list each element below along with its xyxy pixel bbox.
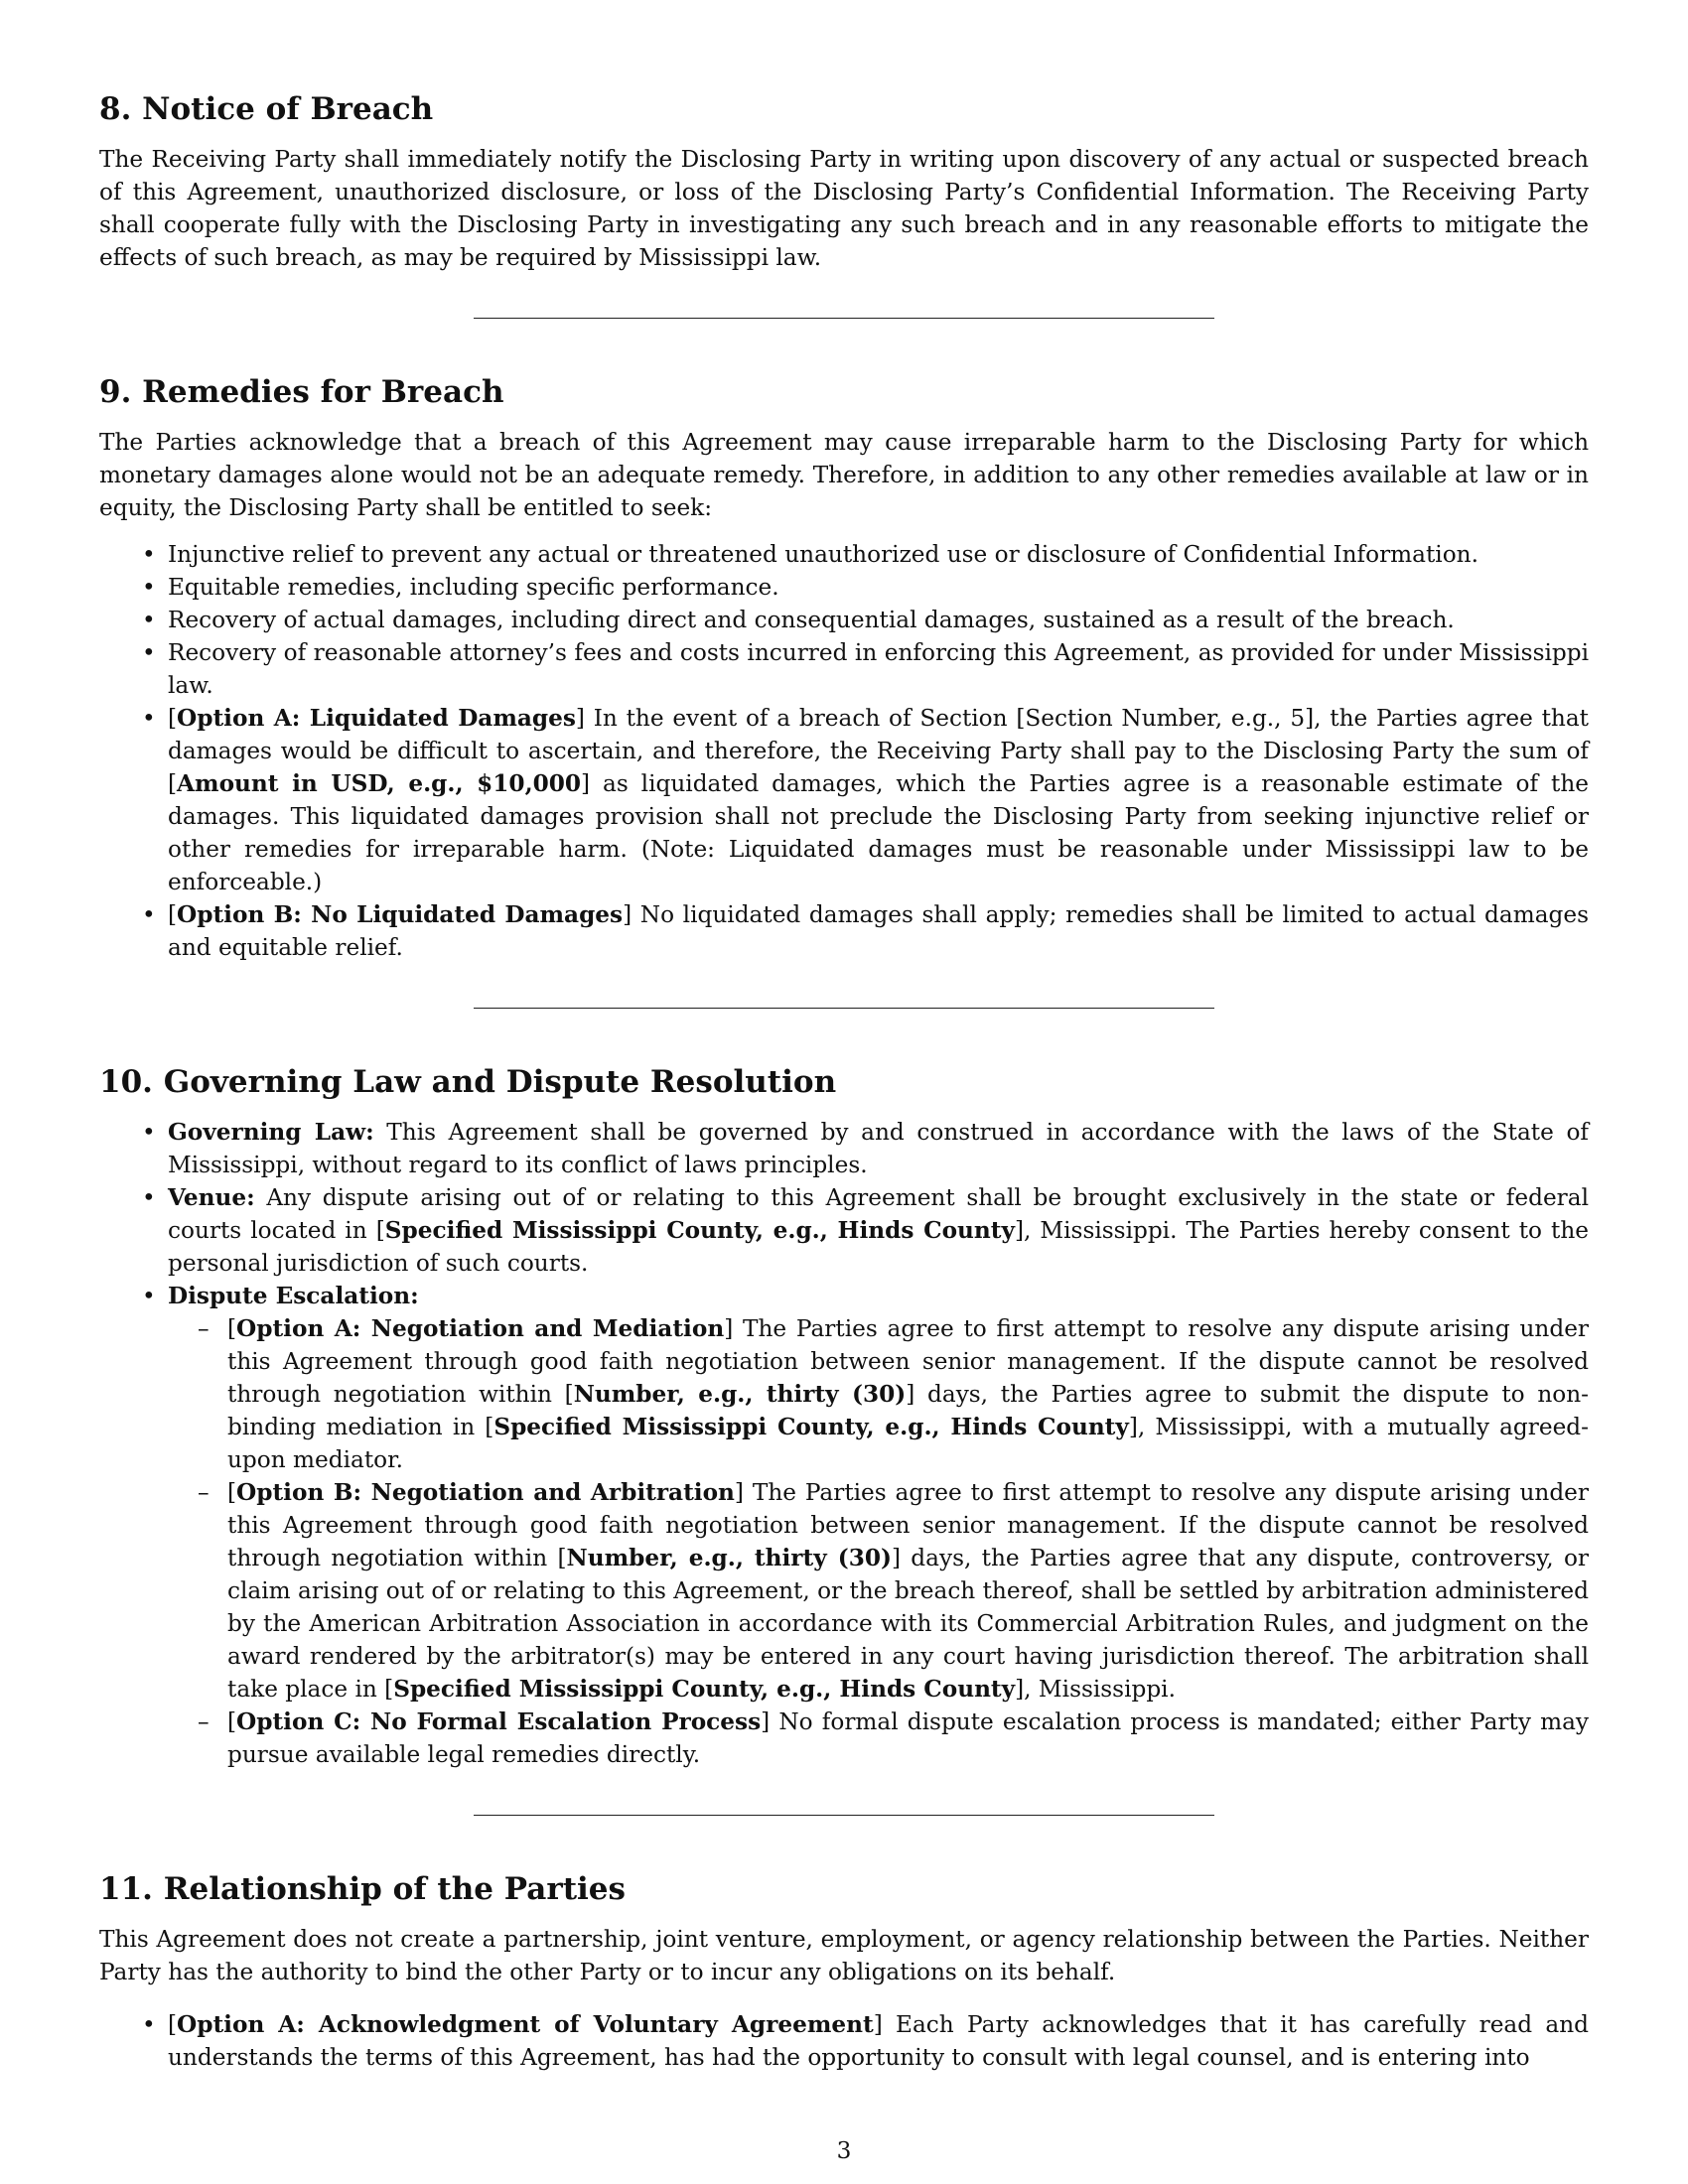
- section-paragraph: This Agreement does not create a partnership, joint venture, employment, or agency relationship between the Parties. Neither Party has the authority to bind the other Party or to incur any obligations on its behalf.: [99, 1926, 1589, 1985]
- list-item-dispute-escalation: [99, 1280, 1589, 1771]
- option-label: Option B: Negotiation and Arbitration: [236, 1479, 735, 1506]
- option-label: Option A: Acknowledgment of Voluntary Agreement: [177, 2011, 874, 2038]
- remedies-list: [99, 538, 1589, 964]
- option-text: days, the Parties agree that any dispute, controversy, or claim arising out of or relating to this Agreement, or the breach thereof, shall be settled by arbitration administered by the American Arbitration Association in accordance with its Commercial Arbitration Rules, and judgment on the award rendered by the arbitrator(s) may be entered in any court having jurisdiction thereof. The arbitration shall take place in: [227, 1545, 1589, 1703]
- section-remedies-for-breach: [99, 372, 1589, 964]
- section-heading: 10. Governing Law and Dispute Resolution: [99, 1064, 837, 1100]
- option-label: Option B: No Liquidated Damages: [177, 901, 624, 928]
- item-text: This Agreement shall be governed by and construed in accordance with the laws of the State of Mississippi, without regard to its conflict of laws principles.: [168, 1119, 1590, 1178]
- sublist-item-option-c: – [Option C: No Formal Escalation Process] No formal dispute escalation process is mandated; either Party may pursue available legal remedies directly.: [168, 1706, 1589, 1771]
- placeholder-number: Number, e.g., thirty (30): [566, 1545, 892, 1571]
- placeholder-county: Specified Mississippi County, e.g., Hinds County: [384, 1217, 1015, 1244]
- item-label: Venue:: [168, 1184, 255, 1211]
- section-divider: [474, 318, 1214, 319]
- option-text: The Parties agree to first attempt to resolve any dispute arising under this Agreement through good faith negotiation between senior management. If the dispute cannot be resolved through negotiation within: [227, 1479, 1589, 1571]
- placeholder-number: Number, e.g., thirty (30): [573, 1381, 907, 1408]
- governing-law-list: [99, 1116, 1589, 1771]
- placeholder-county: Specified Mississippi County, e.g., Hinds County: [393, 1676, 1016, 1703]
- placeholder-amount: Amount in USD, e.g., $10,000: [177, 770, 582, 797]
- section-heading: 9. Remedies for Breach: [99, 374, 504, 410]
- list-item: • Recovery of actual damages, including direct and consequential damages, sustained as a result of the breach.: [99, 604, 1589, 636]
- section-relationship-of-parties: [99, 1869, 1589, 2074]
- option-label: Option A: Negotiation and Mediation: [236, 1315, 725, 1342]
- list-item: • Injunctive relief to prevent any actual or threatened unauthorized use or disclosure of Confidential Information.: [99, 538, 1589, 571]
- list-item-option-b: • [Option B: No Liquidated Damages] No liquidated damages shall apply; remedies shall be limited to actual damages and equitable relief.: [99, 898, 1589, 964]
- section-notice-of-breach: [99, 89, 1589, 274]
- section-divider: [474, 1008, 1214, 1009]
- option-text: as liquidated damages, which the Parties agree is a reasonable estimate of the damages. This liquidated damages provision shall not preclude the Disclosing Party from seeking injunctive relief or other remedies for irreparable harm. (Note: Liquidated damages must be reasonable under Mississippi law to be enforceable.): [168, 770, 1589, 895]
- escalation-options-list: [168, 1312, 1589, 1771]
- option-text: days, the Parties agree to submit the dispute to non-binding mediation in: [227, 1381, 1589, 1440]
- list-item: • Equitable remedies, including specific performance.: [99, 571, 1589, 604]
- list-item: • Recovery of reasonable attorney’s fees and costs incurred in enforcing this Agreement, as provided for under Mississippi law.: [99, 636, 1589, 702]
- placeholder-county: Specified Mississippi County, e.g., Hinds County: [493, 1414, 1129, 1440]
- section-divider: [474, 1815, 1214, 1816]
- item-text: , Mississippi. The Parties hereby consent to the personal jurisdiction of such courts.: [168, 1217, 1589, 1277]
- option-text: , Mississippi, with a mutually agreed-upon mediator.: [227, 1414, 1589, 1473]
- list-item-venue: • Venue: Any dispute arising out of or relating to this Agreement shall be brought exclusively in the state or federal courts located in [Specified Mississippi County, e.g., Hinds County], Mississippi. The Parties hereby consent to the personal jurisdiction of such courts.: [99, 1181, 1589, 1280]
- option-text: In the event of a breach of Section [Section Number, e.g., 5], the Parties agree that damages would be difficult to ascertain, and therefore, the Receiving Party shall pay to the Disclosing Party the sum of: [168, 705, 1589, 764]
- item-label: Dispute Escalation:: [168, 1283, 419, 1309]
- option-text: No liquidated damages shall apply; remedies shall be limited to actual damages and equitable relief.: [168, 901, 1590, 961]
- list-item-option-a: • [Option A: Liquidated Damages] In the event of a breach of Section [Section Number, e.g., 5], the Parties agree that damages would be difficult to ascertain, and therefore, the Receiving Party shall pay to the Disclosing Party the sum of [Amount in USD, e.g., $10,000] as liquidated damages, which the Parties agree is a reasonable estimate of the damages. This liquidated damages provision shall not preclude the Disclosing Party from seeking injunctive relief or other remedies for irreparable harm. (Note: Liquidated damages must be reasonable under Mississippi law to be enforceable.): [99, 702, 1589, 898]
- relationship-options-list: [99, 2008, 1589, 2074]
- section-paragraph: The Receiving Party shall immediately notify the Disclosing Party in writing upon discovery of any actual or suspected breach of this Agreement, unauthorized disclosure, or loss of the Disclosing Party’s Confidential Information. The Receiving Party shall cooperate fully with the Disclosing Party in investigating any such breach and in any reasonable efforts to mitigate the effects of such breach, as may be required by Mississippi law.: [99, 146, 1589, 271]
- option-text: No formal dispute escalation process is mandated; either Party may pursue available legal remedies directly.: [227, 1708, 1589, 1768]
- document-page: [99, 89, 1589, 2074]
- item-text: Any dispute arising out of or relating to this Agreement shall be brought exclusively in the state or federal courts located in: [168, 1184, 1589, 1244]
- item-label: Governing Law:: [168, 1119, 374, 1146]
- section-governing-law: [99, 1062, 1589, 1771]
- section-heading: 11. Relationship of the Parties: [99, 1871, 626, 1907]
- sublist-item-option-b: – [Option B: Negotiation and Arbitration] The Parties agree to first attempt to resolve any dispute arising under this Agreement through good faith negotiation between senior management. If the dispute cannot be resolved through negotiation within [Number, e.g., thirty (30)] days, the Parties agree that any dispute, controversy, or claim arising out of or relating to this Agreement, or the breach thereof, shall be settled by arbitration administered by the American Arbitration Association in accordance with its Commercial Arbitration Rules, and judgment on the award rendered by the arbitrator(s) may be entered in any court having jurisdiction thereof. The arbitration shall take place in [Specified Mississippi County, e.g., Hinds County], Mississippi.: [168, 1476, 1589, 1706]
- option-label: Option C: No Formal Escalation Process: [236, 1708, 762, 1735]
- section-heading: 8. Notice of Breach: [99, 91, 434, 127]
- list-item-option-a: • [Option A: Acknowledgment of Voluntary Agreement] Each Party acknowledges that it has carefully read and understands the terms of this Agreement, has had the opportunity to consult with legal counsel, and is entering into: [99, 2008, 1589, 2074]
- section-paragraph: The Parties acknowledge that a breach of this Agreement may cause irreparable harm to the Disclosing Party for which monetary damages alone would not be an adequate remedy. Therefore, in addition to any other remedies available at law or in equity, the Disclosing Party shall be entitled to seek:: [99, 429, 1589, 521]
- option-text: The Parties agree to first attempt to resolve any dispute arising under this Agreement through good faith negotiation between senior management. If the dispute cannot be resolved through negotiation within: [227, 1315, 1590, 1408]
- list-item-governing-law: [99, 1116, 1589, 1181]
- option-text: Each Party acknowledges that it has carefully read and understands the terms of this Agreement, has had the opportunity to consult with legal counsel, and is entering into: [168, 2011, 1589, 2071]
- option-text: , Mississippi.: [1024, 1676, 1176, 1703]
- option-label: Option A: Liquidated Damages: [177, 705, 576, 732]
- page-number: 3: [836, 2137, 852, 2164]
- sublist-item-option-a: – [Option A: Negotiation and Mediation] The Parties agree to first attempt to resolve any dispute arising under this Agreement through good faith negotiation between senior management. If the dispute cannot be resolved through negotiation within [Number, e.g., thirty (30)] days, the Parties agree to submit the dispute to non-binding mediation in [Specified Mississippi County, e.g., Hinds County], Mississippi, with a mutually agreed-upon mediator.: [168, 1312, 1589, 1476]
